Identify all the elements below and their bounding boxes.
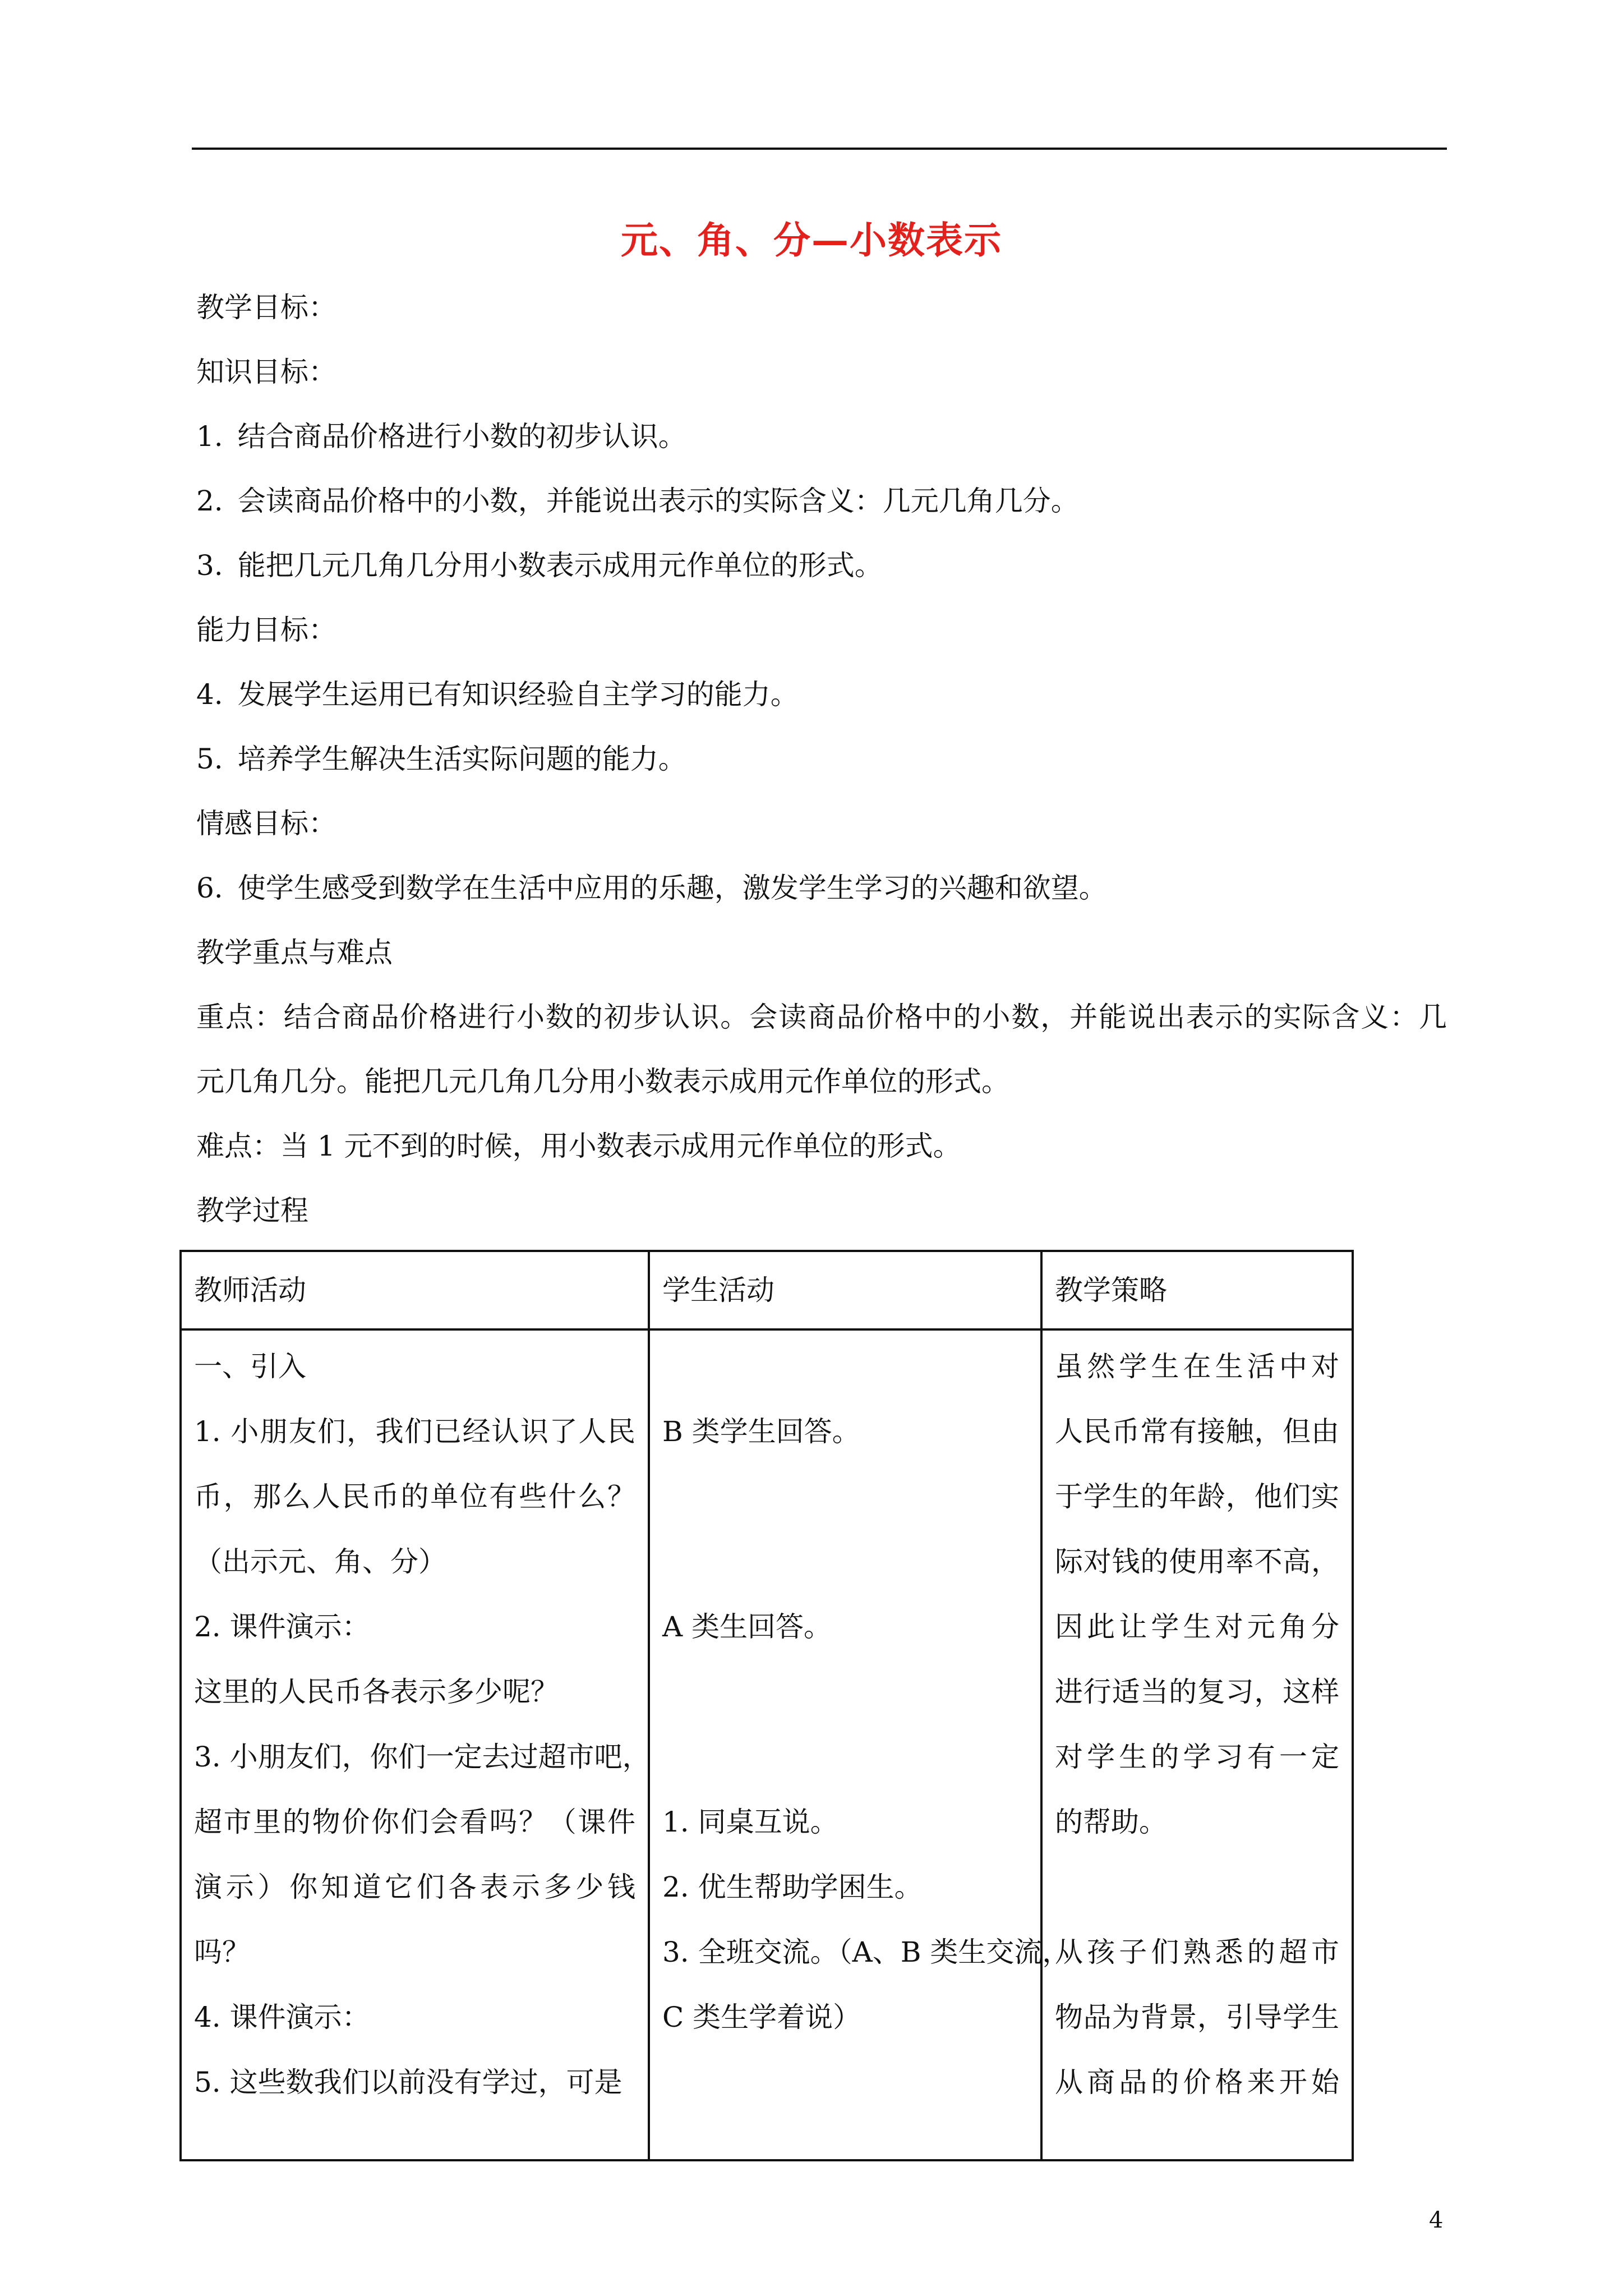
cell-line: 虽然学生在生活中对 bbox=[1055, 1350, 1339, 1383]
item-number: 6. bbox=[196, 872, 223, 904]
cell-line: 币，那么人民币的单位有些什么？ bbox=[194, 1480, 635, 1513]
process-heading: 教学过程 bbox=[196, 1194, 308, 1227]
item-text: 培养学生解决生活实际问题的能力。 bbox=[237, 743, 686, 775]
difficulty: 难点：当 1 元不到的时候，用小数表示成用元作单位的形式。 bbox=[196, 1130, 961, 1162]
header-teacher: 教师活动 bbox=[181, 1251, 649, 1329]
cell-line: 的帮助。 bbox=[1055, 1806, 1167, 1838]
item-text: 会读商品价格中的小数，并能说出表示的实际含义：几元几角几分。 bbox=[237, 485, 1079, 517]
cell-line: 4. 课件演示： bbox=[194, 2001, 370, 2033]
key-point-line-2: 元几角几分。能把几元几角几分用小数表示成用元作单位的形式。 bbox=[196, 1065, 1009, 1098]
cell-line bbox=[662, 1464, 1028, 1529]
cell-line bbox=[662, 2050, 1028, 2115]
objectives-heading: 教学目标： bbox=[196, 291, 336, 324]
item-number: 3. bbox=[196, 549, 223, 582]
cell-line: 2. 课件演示： bbox=[194, 1611, 370, 1643]
cell-line: 3. 全班交流。（A、B 类生交流， bbox=[662, 1936, 1071, 1968]
cell-line: 超市里的物价你们会看吗？（课件 bbox=[194, 1806, 635, 1838]
cell-line: 对学生的学习有一定 bbox=[1055, 1741, 1339, 1773]
header-strategy: 教学策略 bbox=[1041, 1251, 1353, 1329]
ability-item-5 bbox=[196, 737, 686, 781]
item-number: 1. bbox=[196, 420, 223, 453]
ability-item-4 bbox=[196, 672, 799, 717]
key-heading: 教学重点与难点 bbox=[196, 936, 393, 969]
cell-line bbox=[662, 1724, 1028, 1789]
ability-heading: 能力目标： bbox=[196, 614, 336, 646]
knowledge-heading: 知识目标： bbox=[196, 356, 336, 388]
cell-line: 人民币常有接触，但由 bbox=[1055, 1415, 1339, 1448]
item-text: 使学生感受到数学在生活中应用的乐趣，激发学生学习的兴趣和欲望。 bbox=[237, 872, 1107, 904]
cell-line bbox=[662, 1659, 1028, 1724]
cell-line: C 类生学着说） bbox=[662, 2001, 861, 2033]
cell-line bbox=[662, 1334, 1028, 1399]
page-title: 元、角、分—小数表示 bbox=[621, 218, 1002, 262]
knowledge-item-2 bbox=[196, 478, 1079, 523]
table-header-row bbox=[181, 1251, 1353, 1329]
cell-line: （出示元、角、分） bbox=[194, 1545, 446, 1578]
cell-line: 1. 同桌互说。 bbox=[662, 1806, 838, 1838]
cell-line: 1. 小朋友们，我们已经认识了人民 bbox=[194, 1415, 635, 1448]
strategy-lines bbox=[1055, 1331, 1339, 2115]
cell-line: 物品为背景，引导学生 bbox=[1055, 2001, 1339, 2033]
teacher-lines bbox=[194, 1331, 651, 2115]
cell-line: 2. 优生帮助学困生。 bbox=[662, 1871, 923, 1903]
cell-line: 5. 这些数我们以前没有学过，可是 bbox=[194, 2066, 623, 2099]
header-student: 学生活动 bbox=[649, 1251, 1041, 1329]
cell-line: 3. 小朋友们，你们一定去过超市吧， bbox=[194, 1741, 651, 1773]
cell-line: B 类学生回答。 bbox=[662, 1415, 860, 1448]
item-text: 发展学生运用已有知识经验自主学习的能力。 bbox=[237, 678, 799, 711]
student-lines bbox=[662, 1331, 1071, 2115]
emotion-item-6 bbox=[196, 866, 1107, 910]
cell-line bbox=[1055, 1855, 1339, 1920]
item-number: 4. bbox=[196, 678, 223, 711]
table-row bbox=[181, 1329, 1353, 2160]
cell-line: 这里的人民币各表示多少呢？ bbox=[194, 1676, 559, 1708]
item-text: 结合商品价格进行小数的初步认识。 bbox=[237, 420, 686, 453]
cell-line: 吗？ bbox=[194, 1936, 250, 1968]
item-number: 5. bbox=[196, 743, 223, 775]
student-activity-cell bbox=[649, 1329, 1071, 2160]
cell-line: A 类生回答。 bbox=[662, 1611, 832, 1643]
teacher-activity-cell bbox=[181, 1329, 649, 2160]
cell-line bbox=[662, 1529, 1028, 1594]
page-number: 4 bbox=[1429, 2207, 1444, 2233]
cell-line: 际对钱的使用率不高， bbox=[1055, 1545, 1339, 1578]
knowledge-item-3 bbox=[196, 543, 883, 588]
header-rule bbox=[192, 148, 1447, 150]
emotion-heading: 情感目标： bbox=[196, 807, 336, 840]
cell-line: 因此让学生对元角分 bbox=[1055, 1611, 1339, 1643]
key-point-line-1: 重点：结合商品价格进行小数的初步认识。会读商品价格中的小数，并能说出表示的实际含义：几 bbox=[196, 1001, 1447, 1033]
cell-line: 演示）你知道它们各表示多少钱 bbox=[194, 1871, 635, 1903]
lesson-table bbox=[179, 1250, 1354, 2161]
strategy-cell bbox=[1041, 1329, 1353, 2160]
cell-line: 进行适当的复习，这样 bbox=[1055, 1676, 1339, 1708]
item-number: 2. bbox=[196, 485, 223, 517]
cell-line: 于学生的年龄，他们实 bbox=[1055, 1480, 1339, 1513]
item-text: 能把几元几角几分用小数表示成用元作单位的形式。 bbox=[237, 549, 883, 582]
cell-line: 一、引入 bbox=[194, 1350, 306, 1383]
cell-line: 从商品的价格来开始 bbox=[1055, 2066, 1339, 2099]
knowledge-item-1 bbox=[196, 414, 686, 459]
cell-line: 从孩子们熟悉的超市 bbox=[1055, 1936, 1339, 1968]
